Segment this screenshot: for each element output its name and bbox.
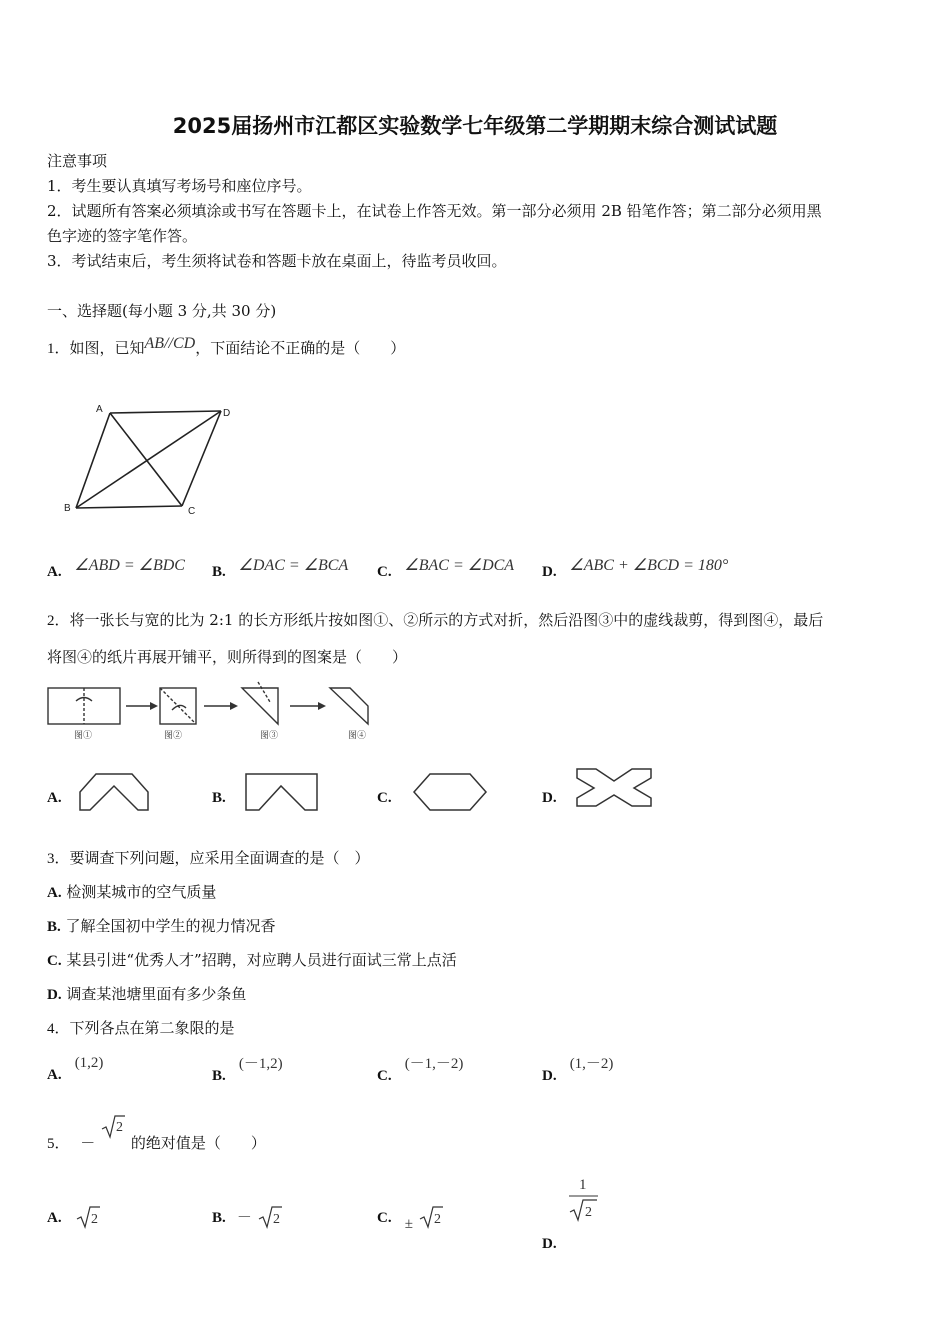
option-letter: D. (542, 1068, 557, 1084)
option-math: ∠ABC + ∠BCD = 180° (569, 557, 729, 574)
option-letter: A. (47, 1210, 62, 1226)
segment-bc (76, 506, 182, 508)
option-letter: A. (47, 564, 62, 580)
question-number: 2． (47, 613, 70, 629)
question-1 (47, 337, 405, 360)
question-4 (47, 1017, 235, 1040)
question-number: 4． (47, 1021, 70, 1037)
question-math: AB//CD (144, 335, 196, 352)
radicand: 2 (434, 1212, 442, 1227)
option-math: (1,－2) (569, 1056, 614, 1072)
figure-label: 图④ (348, 730, 367, 740)
question-text: 如图，已知 (69, 339, 145, 357)
option-math: (1,2) (74, 1055, 104, 1071)
question-3 (47, 847, 370, 870)
option-letter: B. (212, 564, 226, 580)
option-text: 了解全国初中学生的视力情况香 (65, 917, 276, 935)
minus-sign: － (80, 1134, 96, 1152)
option-prefix: ± (404, 1216, 413, 1232)
option-text: 某县引进“优秀人才”招聘，对应聘人员进行面试三常上点活 (66, 951, 457, 969)
option-letter: B. (47, 919, 61, 935)
question-number: 3． (47, 851, 70, 867)
question-text: 的绝对值是（ ） (130, 1134, 266, 1152)
q2-option-b-shape (243, 772, 321, 812)
figure-label: 图① (74, 730, 93, 740)
option-letter: C. (377, 790, 392, 806)
q5-option-c (377, 1196, 444, 1232)
q3-option-c (47, 949, 457, 972)
folded-triangle (242, 688, 278, 724)
segment-ab (76, 413, 110, 508)
q2-option-a-shape (76, 772, 152, 812)
q5-option-d (542, 1168, 602, 1252)
option-prefix: － (236, 1210, 252, 1226)
question-2 (47, 609, 823, 632)
sqrt-icon (418, 1204, 444, 1230)
figure-label: 图② (164, 730, 183, 740)
q4-option-b (212, 1052, 283, 1084)
q1-option-d (542, 555, 729, 580)
question-number: 5． (47, 1136, 70, 1152)
option-letter: C. (377, 1068, 392, 1084)
fraction-icon (566, 1172, 602, 1224)
option-letter: D. (542, 564, 557, 580)
vertex-label-a: A (96, 404, 103, 415)
option-letter: A. (47, 790, 62, 806)
notes-item: 1．考生要认真填写考场号和座位序号。 (47, 177, 312, 195)
sqrt-icon (75, 1204, 101, 1230)
notes-heading: 注意事项 (47, 152, 108, 170)
segment-ad (110, 411, 221, 413)
question-text: 下列各点在第二象限的是 (69, 1019, 235, 1037)
vertex-label-b: B (64, 503, 71, 514)
radicand: 2 (584, 1205, 592, 1220)
q1-option-b (212, 555, 349, 580)
q2-option-c-shape (410, 772, 490, 812)
q1-option-a (47, 555, 185, 580)
figure-label: 图③ (260, 730, 279, 740)
option-letter: C. (377, 564, 392, 580)
section-heading: 一、选择题(每小题 3 分,共 30 分) (47, 302, 277, 320)
segment-dc (182, 411, 221, 506)
question-text: ，下面结论不正确的是（ ） (195, 339, 406, 357)
page-title: 2025届扬州市江都区实验数学七年级第二学期期末综合测试试题 (172, 114, 778, 138)
sqrt-icon (100, 1114, 126, 1140)
question-text: 将一张长与宽的比为 2:1 的长方形纸片按如图①、②所示的方式对折，然后沿图③中的虚线裁剪，得到图④，最后 (69, 611, 824, 629)
option-letter: B. (212, 1068, 226, 1084)
arrow-head (150, 702, 158, 710)
radicand: 2 (272, 1212, 280, 1227)
option-letter: A. (47, 1067, 62, 1083)
vertex-label-c: C (188, 506, 196, 517)
q4-option-d (542, 1052, 614, 1084)
question-number: 1． (47, 341, 70, 357)
arrow-head (318, 702, 326, 710)
question-5 (47, 1112, 266, 1152)
sqrt-icon (257, 1204, 283, 1230)
notes-item: 2．试题所有答案必须填涂或书写在答题卡上，在试卷上作答无效。第一部分必须用 2B 铅笔作答；第二部分必须用黑 (47, 202, 822, 220)
question-text: 要调查下列问题，应采用全面调查的是（ ） (69, 849, 370, 867)
q5-option-a (47, 1196, 101, 1227)
option-math: ∠BAC = ∠DCA (404, 557, 515, 574)
diagonal-bd (76, 411, 221, 508)
folding-steps-figure (46, 680, 386, 748)
q3-option-d (47, 983, 246, 1006)
cut-line (258, 682, 270, 702)
q4-option-c (377, 1052, 464, 1084)
arrow-head (230, 702, 238, 710)
radicand: 2 (90, 1212, 98, 1227)
cut-shape (330, 688, 368, 724)
option-letter: A. (47, 885, 62, 901)
parallelogram-figure (58, 398, 238, 520)
option-math: ∠ABD = ∠BDC (74, 557, 185, 574)
option-letter: B. (212, 1210, 226, 1226)
vertex-label-d: D (223, 408, 231, 419)
option-math: ∠DAC = ∠BCA (238, 557, 349, 574)
notes-item: 色字迹的签字笔作答。 (47, 227, 198, 245)
option-letter: C. (47, 953, 62, 969)
option-math: (－1,－2) (404, 1056, 464, 1072)
q1-option-c (377, 555, 515, 580)
option-letter: C. (377, 1210, 392, 1226)
option-letter: D. (542, 1236, 557, 1252)
diagonal-ac (110, 413, 182, 506)
radicand: 2 (116, 1120, 124, 1135)
q4-option-a (47, 1052, 104, 1083)
notes-item: 3．考试结束后，考生须将试卷和答题卡放在桌面上，待监考员收回。 (47, 252, 507, 270)
option-letter: B. (212, 790, 226, 806)
option-text: 调查某池塘里面有多少条鱼 (66, 985, 247, 1003)
option-math: (－1,2) (238, 1056, 283, 1072)
q5-option-b (212, 1196, 283, 1227)
option-letter: D. (542, 790, 557, 806)
option-text: 检测某城市的空气质量 (66, 883, 217, 901)
q3-option-b (47, 915, 276, 938)
numerator: 1 (578, 1177, 587, 1193)
q3-option-a (47, 881, 216, 904)
option-letter: D. (47, 987, 62, 1003)
q2-option-d-shape (574, 766, 654, 810)
question-2-continued: 将图④的纸片再展开铺平，则所得到的图案是（ ） (47, 648, 408, 666)
